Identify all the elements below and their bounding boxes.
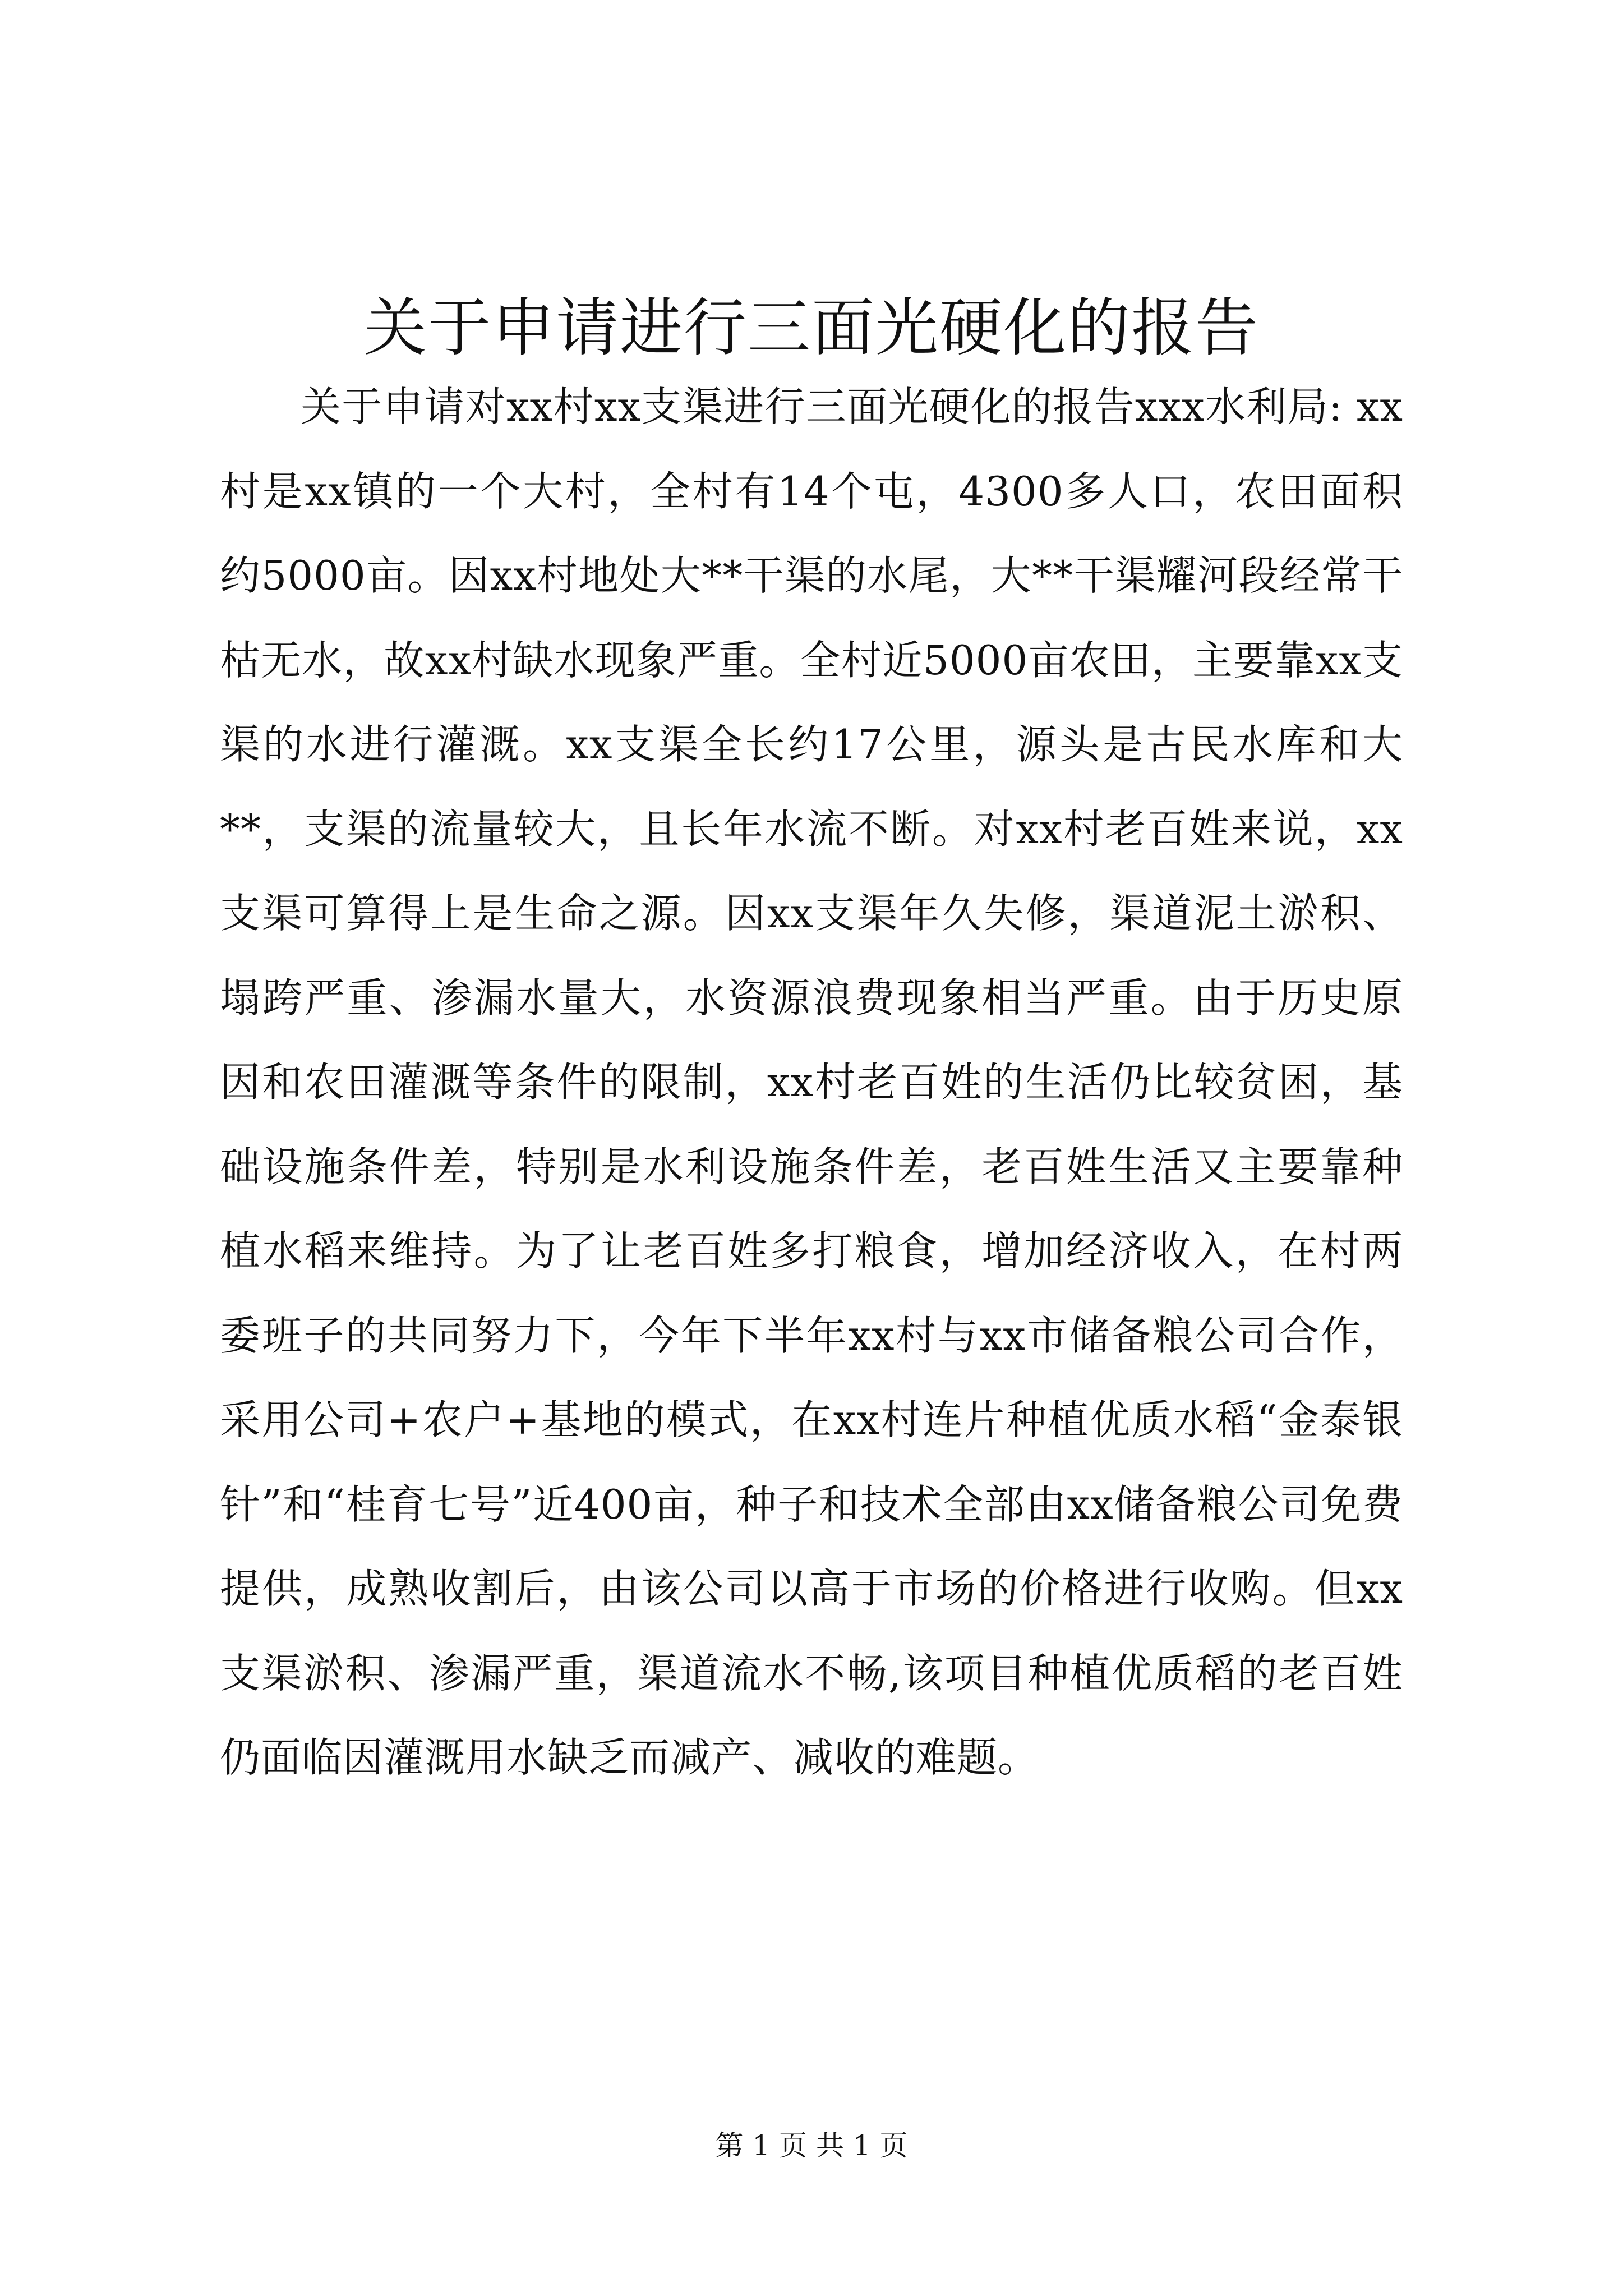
page-footer: 第 1 页 共 1 页 — [715, 2129, 908, 2162]
body-paragraph: 关于申请对xx村xx支渠进行三面光硬化的报告xxx水利局: xx村是xx镇的一个大村，全村有14个屯，4300多人口，农田面积约5000亩。因xx村地处大**干渠的水尾，大**干渠耀河段经常干枯无水，故xx村缺水现象严重。全村近5000亩农田，主要靠xx支渠的水进行灌溉。xx支渠全长约17公里，源头是古民水库和大**，支渠的流量较大，且长年水流不断。对xx村老百姓来说，xx支渠可算得上是生命之源。因xx支渠年久失修，渠道泥土淤积、塌跨严重、渗漏水量大，水资源浪费现象相当严重。由于历史原因和农田灌溉等条件的限制，xx村老百姓的生活仍比较贫困，基础设施条件差，特别是水利设施条件差，老百姓生活又主要靠种植水稻来维持。为了让老百姓多打粮食，增加经济收入，在村两委班子的共同努力下，今年下半年xx村与xx市储备粮公司合作，采用公司+农户+基地的模式，在xx村连片种植优质水稻“金泰银针”和“桂育七号”近400亩，种子和技术全部由xx储备粮公司免费提供，成熟收割后，由该公司以高于市场的价格进行收购。但xx支渠淤积、渗漏严重，渠道流水不畅,该项目种植优质稻的老百姓仍面临因灌溉用水缺乏而减产、减收的难题。 — [220, 383, 1403, 1781]
document-title: 关于申请进行三面光硬化的报告 — [364, 292, 1259, 365]
